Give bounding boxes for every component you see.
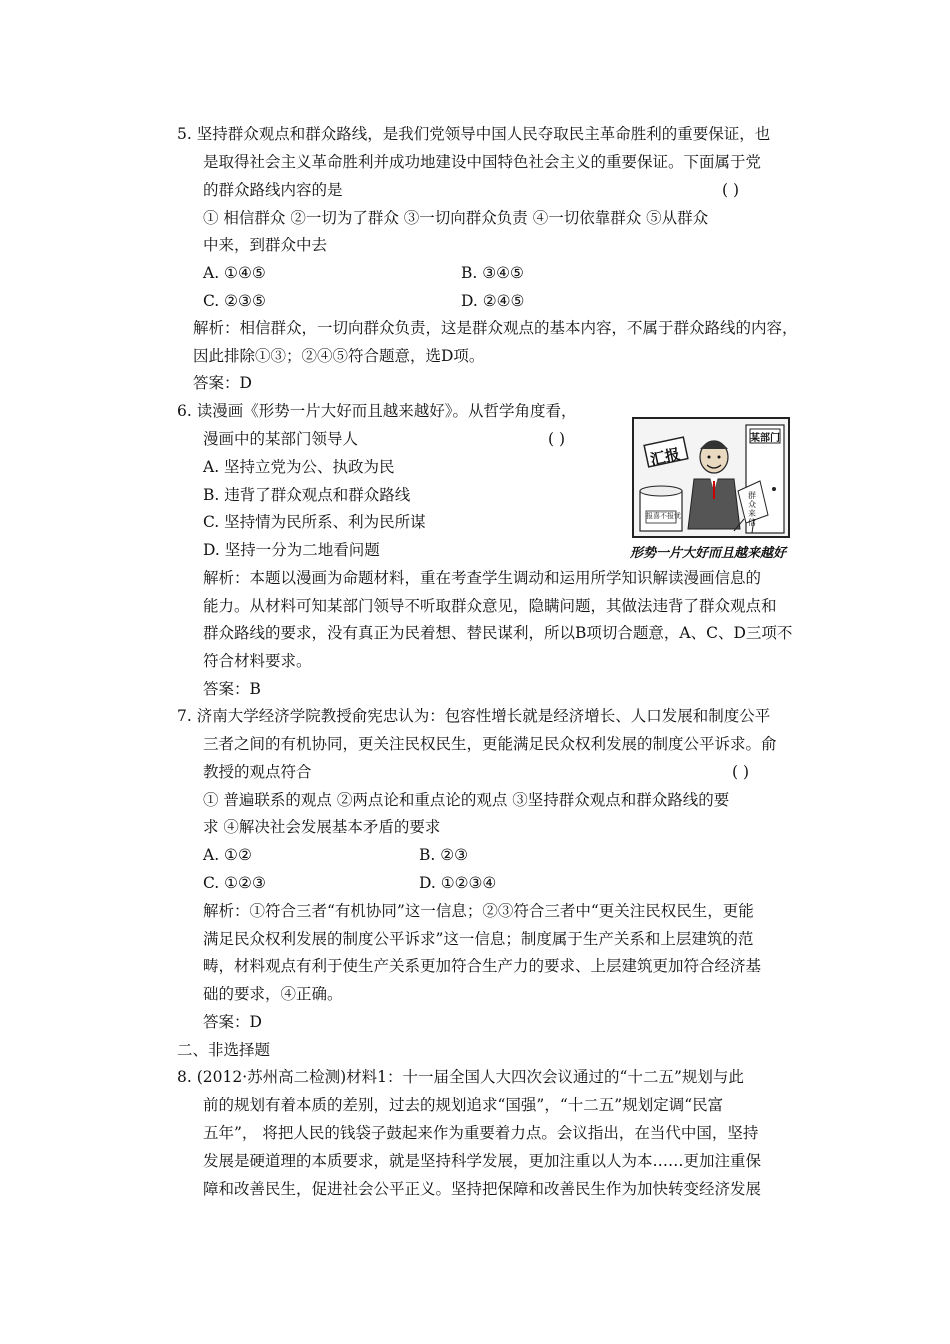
- q6-choice-a: A. 坚持立党为公、执政为民: [203, 458, 395, 476]
- q7-answer-blank: ( ): [732, 763, 750, 781]
- q5-choice-a: A. ①④⑤: [203, 264, 266, 282]
- q6-answer: 答案：B: [203, 680, 261, 698]
- q5-analysis-line2: 因此排除①③；②④⑤符合题意，选D项。: [193, 347, 485, 365]
- cartoon-label-scroll: 报喜不报忧: [646, 512, 681, 520]
- q5-choice-c: C. ②③⑤: [203, 292, 266, 310]
- q5-stem-line1: 5. 坚持群众观点和群众路线，是我们党领导中国人民夺取民主革命胜利的重要保证，也: [177, 125, 771, 143]
- q5-answer-blank: ( ): [722, 181, 740, 199]
- q7-analysis-line4: 础的要求，④正确。: [203, 985, 343, 1003]
- q6-choice-d: D. 坚持一分为二地看问题: [203, 541, 380, 559]
- q8-stem-line3: 五年”， 将把人民的钱袋子鼓起来作为重要着力点。会议指出，在当代中国，坚持: [203, 1124, 759, 1142]
- q7-choice-d: D. ①②③④: [419, 874, 497, 892]
- cartoon-label-letters: 群众来信: [748, 491, 756, 527]
- q5-options-line2: 中来，到群众中去: [203, 236, 328, 254]
- q5-choice-b: B. ③④⑤: [461, 264, 524, 282]
- q5-choice-d: D. ②④⑤: [461, 292, 525, 310]
- cartoon-label-report: 汇报: [648, 445, 682, 469]
- q7-options-line2: 求 ④解决社会发展基本矛盾的要求: [203, 818, 441, 836]
- q7-answer: 答案：D: [203, 1013, 262, 1031]
- q7-stem-line3: 教授的观点符合: [203, 763, 312, 781]
- q5-stem-line2: 是取得社会主义革命胜利并成功地建设中国特色社会主义的重要保证。下面属于党: [203, 153, 762, 171]
- q6-stem-line2: 漫画中的某部门领导人: [203, 430, 359, 448]
- q5-stem-line3: 的群众路线内容的是: [203, 181, 343, 199]
- q5-options-line1: ① 相信群众 ②一切为了群众 ③一切向群众负责 ④一切依靠群众 ⑤从群众: [203, 209, 709, 227]
- q8-stem-line4: 发展是硬道理的本质要求，就是坚持科学发展，更加注重以人为本……更加注重保: [203, 1152, 762, 1170]
- q7-choice-b: B. ②③: [419, 846, 469, 864]
- q6-analysis-line4: 符合材料要求。: [203, 652, 312, 670]
- q7-options-line1: ① 普遍联系的观点 ②两点论和重点论的观点 ③坚持群众观点和群众路线的要: [203, 791, 730, 809]
- q6-analysis-line2: 能力。从材料可知某部门领导不听取群众意见，隐瞒问题，其做法违背了群众观点和: [203, 597, 777, 615]
- cartoon-label-dept: 某部门: [750, 433, 780, 444]
- q5-analysis-line1: 解析：相信群众，一切向群众负责，这是群众观点的基本内容，不属于群众路线的内容，: [193, 319, 798, 337]
- q7-stem-line2: 三者之间的有机协同，更关注民权民生，更能满足民众权利发展的制度公平诉求。俞: [203, 735, 777, 753]
- q6-choice-c: C. 坚持情为民所系、利为民所谋: [203, 513, 426, 531]
- q8-stem-line1: 8. (2012·苏州高二检测)材料1：十一届全国人大四次会议通过的“十二五”规划与此: [177, 1068, 744, 1086]
- cartoon-caption: 形势一片大好而且越来越好: [630, 546, 787, 561]
- q7-choice-a: A. ①②: [203, 846, 252, 864]
- q7-analysis-line3: 畴，材料观点有利于使生产关系更加符合生产力的要求、上层建筑更加符合经济基: [203, 957, 762, 975]
- q8-stem-line5: 障和改善民生，促进社会公平正义。坚持把保障和改善民生作为加快转变经济发展: [203, 1180, 762, 1198]
- q8-stem-line2: 前的规划有着本质的差别，过去的规划追求“国强”，“十二五”规划定调“民富: [203, 1096, 724, 1114]
- q7-analysis-line2: 满足民众权利发展的制度公平诉求”这一信息；制度属于生产关系和上层建筑的范: [203, 930, 754, 948]
- q7-analysis-line1: 解析：①符合三者“有机协同”这一信息；②③符合三者中“更关注民权民生，更能: [203, 902, 754, 920]
- q6-stem-line1: 6. 读漫画《形势一片大好而且越来越好》。从哲学角度看，: [177, 402, 577, 420]
- q6-analysis-line1: 解析：本题以漫画为命题材料，重在考查学生调动和运用所学知识解读漫画信息的: [203, 569, 762, 587]
- q6-answer-blank: ( ): [548, 430, 566, 448]
- q5-answer: 答案：D: [193, 374, 252, 392]
- q7-choice-c: C. ①②③: [203, 874, 266, 892]
- cartoon-image: [632, 417, 790, 538]
- q6-analysis-line3: 群众路线的要求，没有真正为民着想、替民谋利，所以B项切合题意，A、C、D三项不: [203, 624, 793, 642]
- q7-stem-line1: 7. 济南大学经济学院教授俞宪忠认为：包容性增长就是经济增长、人口发展和制度公平: [177, 707, 771, 725]
- q6-choice-b: B. 违背了群众观点和群众路线: [203, 486, 411, 504]
- section-heading: 二、非选择题: [177, 1041, 271, 1059]
